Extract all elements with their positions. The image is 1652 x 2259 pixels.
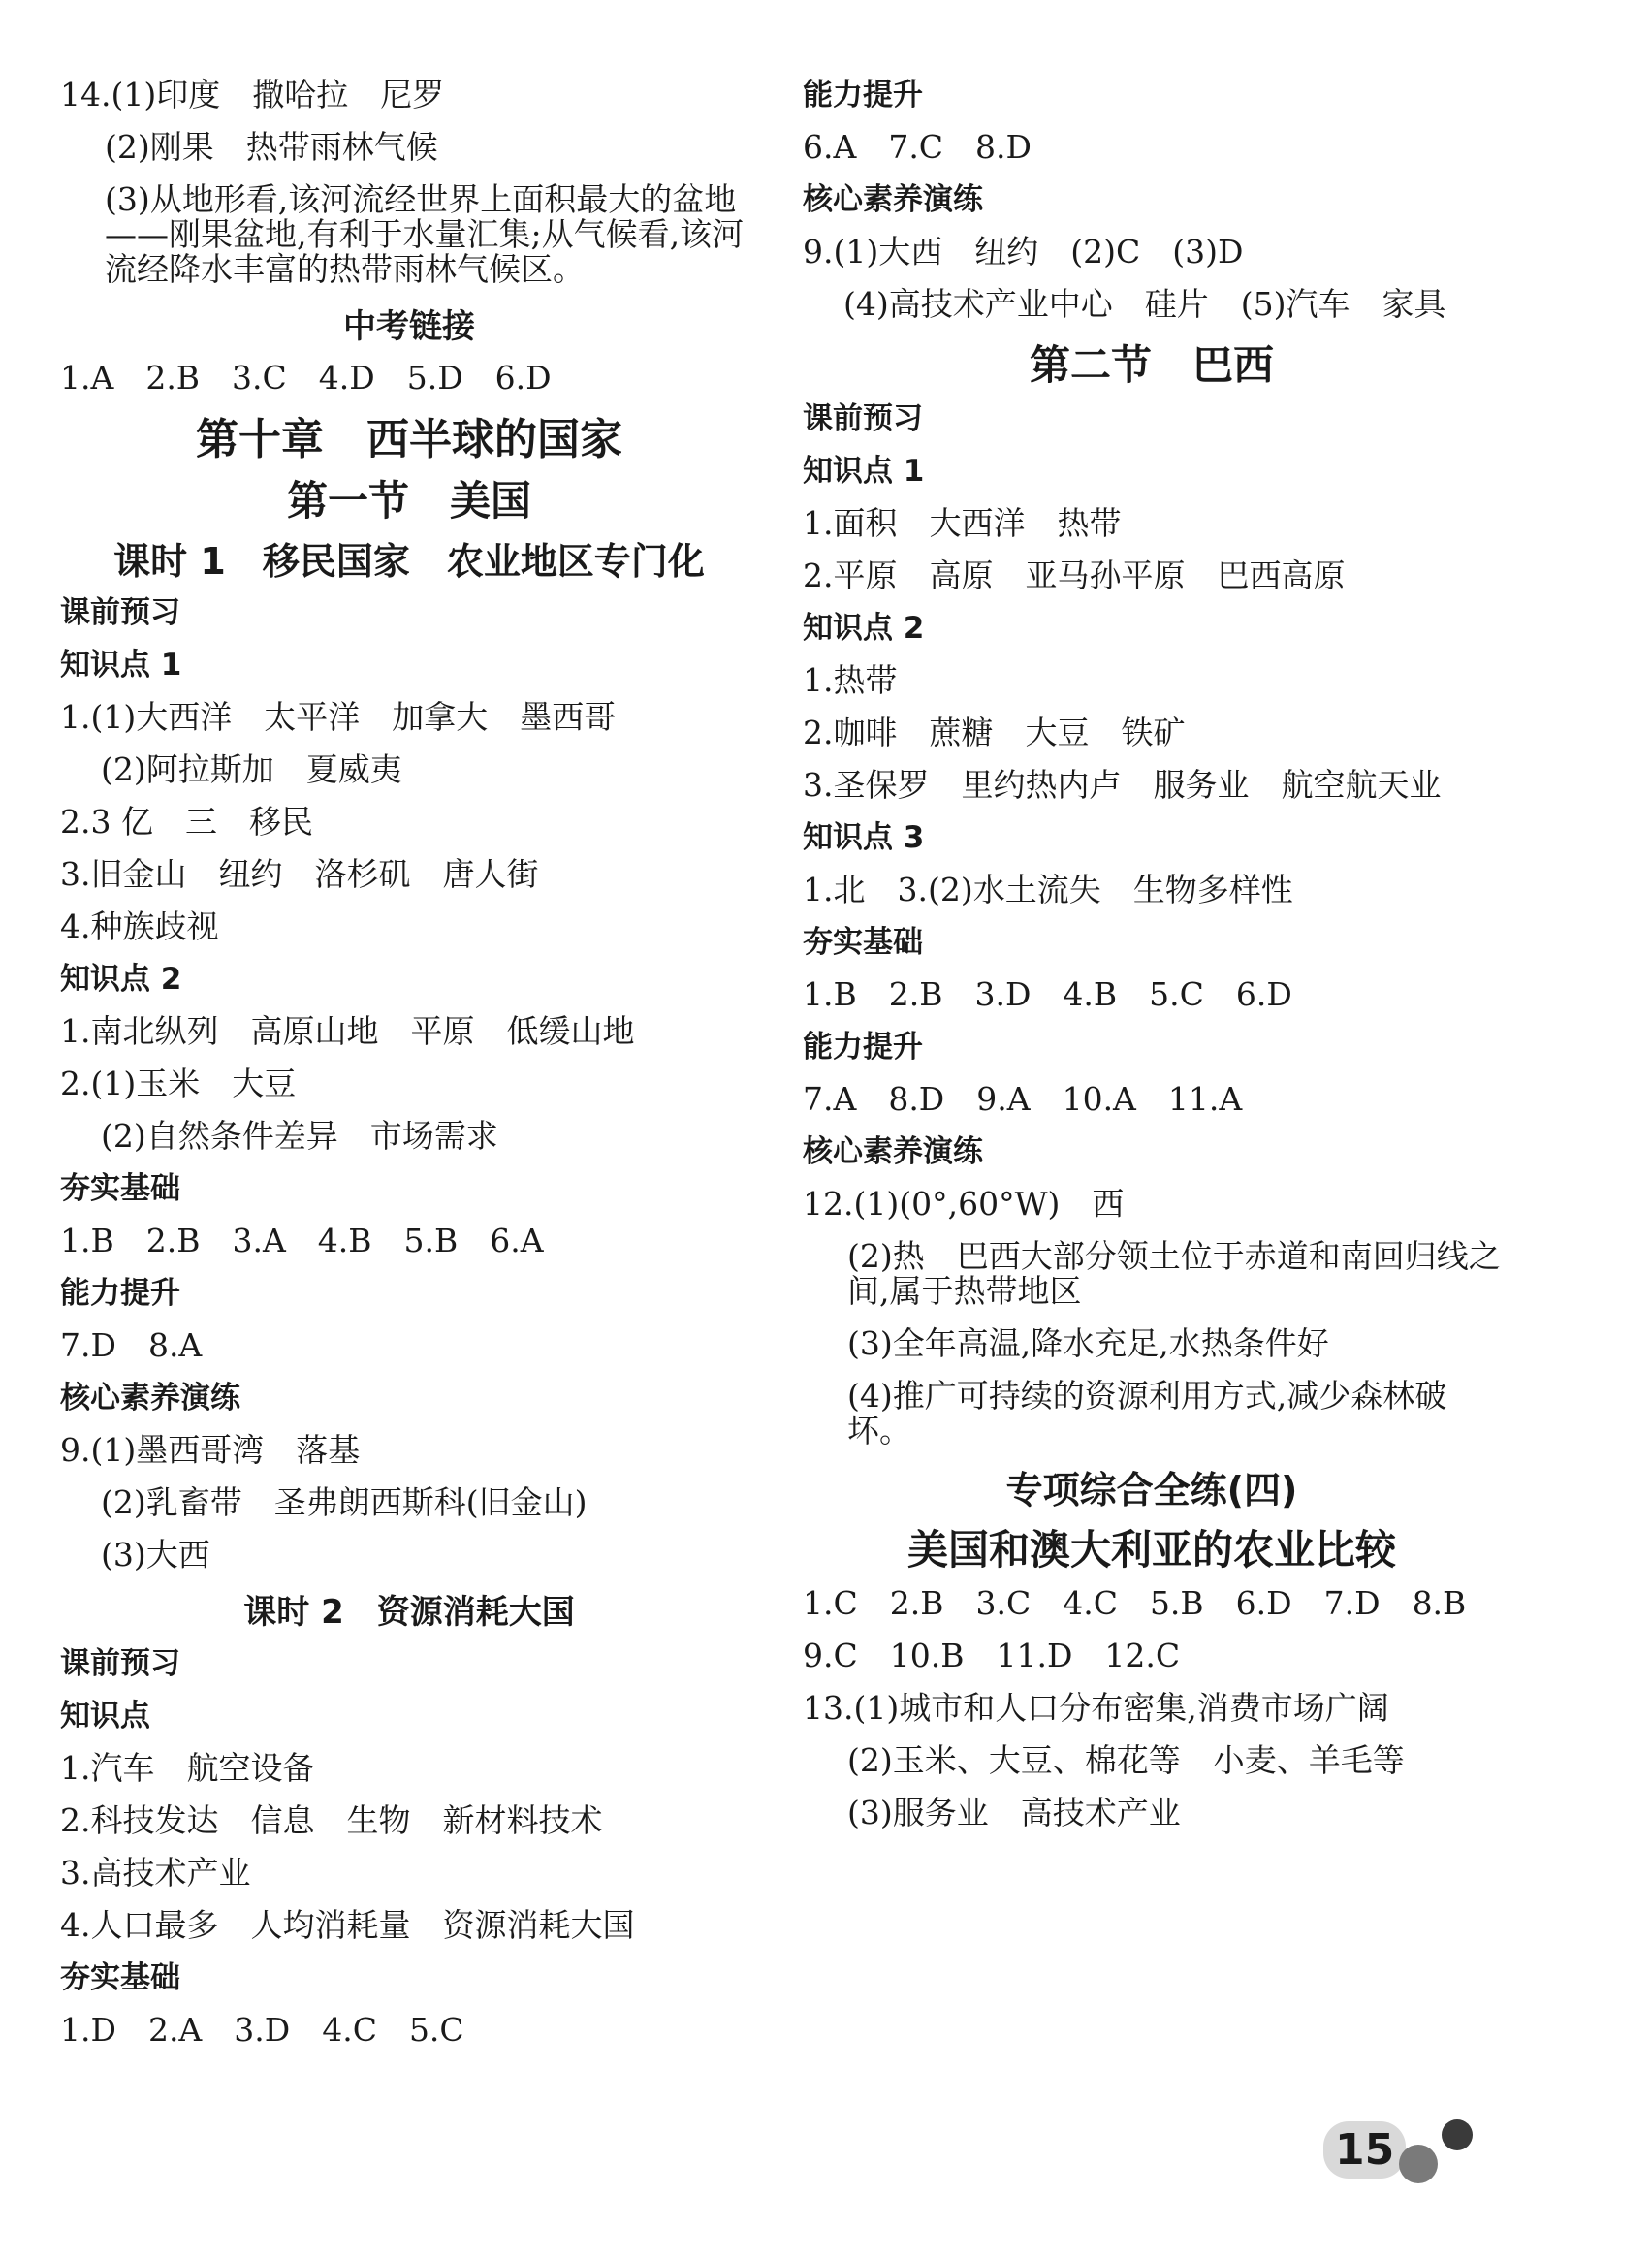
right-column [803, 78, 1501, 1848]
section-label: 知识点 1 [803, 454, 925, 489]
answer-line: (2)阿拉斯加 夏威夷 [101, 750, 402, 788]
answer-line: 9.(1)墨西哥湾 落基 [60, 1431, 361, 1469]
answer-line: (2)刚果 热带雨林气候 [105, 128, 438, 166]
answer-line: 3.高技术产业 [60, 1854, 251, 1892]
answer-line: 9.(1)大西 纽约 (2)C (3)D [803, 233, 1244, 270]
answer-line: 4.种族歧视 [60, 907, 219, 945]
section-label: 知识点 3 [803, 820, 925, 855]
answer-line: 1.A 2.B 3.C 4.D 5.D 6.D [60, 359, 552, 397]
answer-line: (3)全年高温,降水充足,水热条件好 [847, 1324, 1329, 1362]
decorative-dot [1442, 2119, 1473, 2150]
answer-line: 2.科技发达 信息 生物 新材料技术 [60, 1801, 603, 1839]
section-label: 课前预习 [60, 1646, 180, 1681]
section-label: 能力提升 [803, 1030, 923, 1065]
answer-line: 2.咖啡 蔗糖 大豆 铁矿 [803, 714, 1186, 751]
section-heading: 课时 1 移民国家 农业地区专门化 [113, 540, 705, 583]
page-number: 15 [1323, 2121, 1406, 2179]
page-number-badge [1323, 2114, 1498, 2191]
section-label: 课前预习 [803, 401, 923, 436]
section-label: 夯实基础 [60, 1960, 180, 1995]
answer-line: 1.南北纵列 高原山地 平原 低缓山地 [60, 1012, 635, 1050]
section-label: 夯实基础 [803, 925, 923, 960]
answer-line: (2)热 巴西大部分领土位于赤道和南回归线之间,属于热带地区 [847, 1237, 1501, 1310]
section-label: 知识点 [60, 1699, 150, 1734]
section-label: 知识点 2 [60, 962, 182, 997]
answer-line: (2)自然条件差异 市场需求 [101, 1117, 498, 1155]
answer-line: 9.C 10.B 11.D 12.C [803, 1637, 1181, 1674]
answer-line: 3.旧金山 纽约 洛杉矶 唐人街 [60, 855, 539, 893]
answer-line: 4.人口最多 人均消耗量 资源消耗大国 [60, 1906, 635, 1944]
answer-line: 1.北 3.(2)水土流失 生物多样性 [803, 871, 1293, 908]
answer-line: 1.汽车 航空设备 [60, 1749, 315, 1787]
answer-line: (3)大西 [101, 1536, 210, 1574]
decorative-dot [1399, 2145, 1438, 2183]
answer-line: (3)从地形看,该河流经世界上面积最大的盆地——刚果盆地,有利于水量汇集;从气候看,该河流经降水丰富的热带雨林气候区。 [105, 180, 745, 288]
section-heading: 第十章 西半球的国家 [196, 415, 622, 464]
answer-line: 1.C 2.B 3.C 4.C 5.B 6.D 7.D 8.B [803, 1584, 1467, 1622]
section-label: 课前预习 [60, 595, 180, 630]
section-label: 能力提升 [803, 78, 923, 112]
answer-line: 2.平原 高原 亚马孙平原 巴西高原 [803, 557, 1346, 594]
section-label: 能力提升 [60, 1276, 180, 1311]
answer-line: 1.B 2.B 3.A 4.B 5.B 6.A [60, 1222, 544, 1259]
answer-line: 1.(1)大西洋 太平洋 加拿大 墨西哥 [60, 698, 617, 736]
answer-line: (2)玉米、大豆、棉花等 小麦、羊毛等 [847, 1741, 1405, 1779]
answer-line: 1.热带 [803, 661, 898, 699]
answer-line: 1.面积 大西洋 热带 [803, 504, 1122, 542]
answer-line: (4)推广可持续的资源利用方式,减少森林破坏。 [847, 1377, 1447, 1449]
section-heading: 中考链接 [343, 307, 475, 346]
answer-line: 7.A 8.D 9.A 10.A 11.A [803, 1080, 1243, 1118]
section-label: 核心素养演练 [803, 182, 983, 217]
answer-line: 2.3 亿 三 移民 [60, 803, 313, 841]
answer-line: 3.圣保罗 里约热内卢 服务业 航空航天业 [803, 766, 1442, 804]
answer-line: 2.(1)玉米 大豆 [60, 1065, 297, 1102]
answer-line: (3)服务业 高技术产业 [847, 1794, 1181, 1831]
answer-line: 12.(1)(0°,60°W) 西 [803, 1185, 1125, 1223]
section-label: 核心素养演练 [60, 1381, 240, 1416]
section-label: 知识点 1 [60, 648, 182, 683]
section-heading: 第二节 巴西 [1029, 341, 1274, 389]
answer-line: 1.B 2.B 3.D 4.B 5.C 6.D [803, 975, 1292, 1013]
section-heading: 专项综合全练(四) [1005, 1469, 1298, 1511]
answer-line: 7.D 8.A [60, 1326, 203, 1364]
section-label: 核心素养演练 [803, 1134, 983, 1169]
section-heading: 第一节 美国 [286, 477, 531, 525]
answer-line: 6.A 7.C 8.D [803, 128, 1032, 166]
section-label: 知识点 2 [803, 611, 925, 646]
answer-line: 1.D 2.A 3.D 4.C 5.C [60, 2011, 464, 2049]
answer-line: (4)高技术产业中心 硅片 (5)汽车 家具 [843, 285, 1446, 323]
answer-line: 13.(1)城市和人口分布密集,消费市场广阔 [803, 1689, 1389, 1727]
section-heading: 课时 2 资源消耗大国 [243, 1593, 575, 1632]
answer-line: (2)乳畜带 圣弗朗西斯科(旧金山) [101, 1483, 588, 1521]
section-heading: 美国和澳大利亚的农业比较 [906, 1526, 1396, 1574]
left-column [60, 78, 758, 2065]
section-label: 夯实基础 [60, 1171, 180, 1206]
answer-line: 14.(1)印度 撒哈拉 尼罗 [60, 76, 445, 113]
